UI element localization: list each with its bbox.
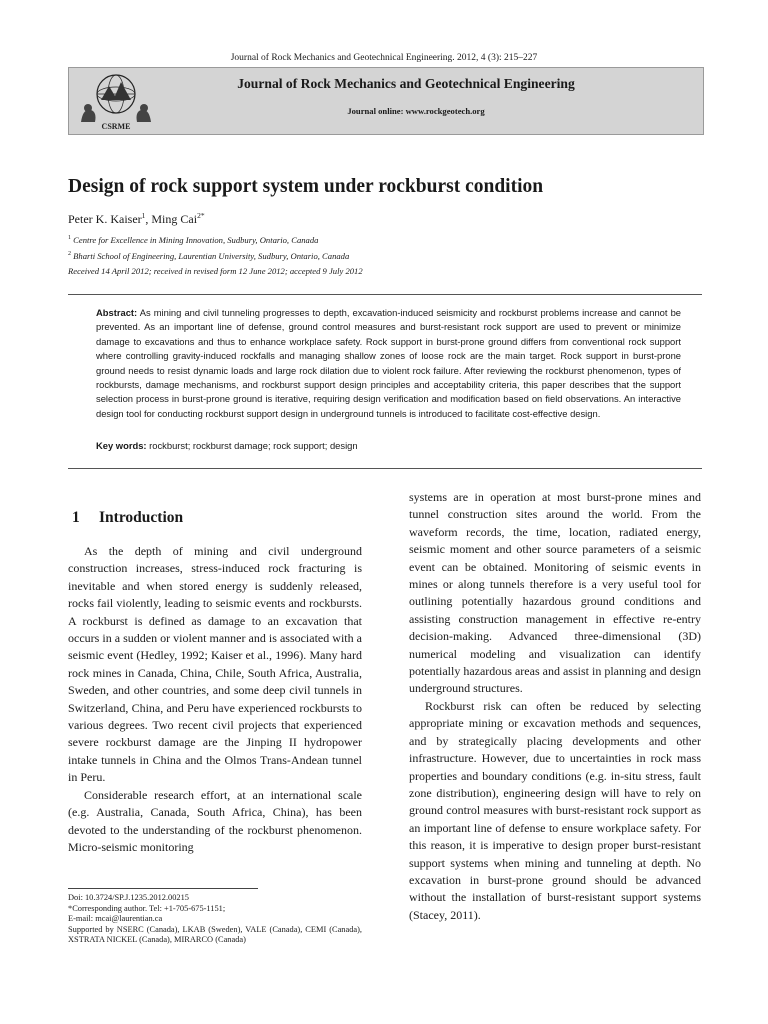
journal-name: Journal of Rock Mechanics and Geotechnical Engineering	[237, 76, 575, 91]
affiliation-text: Centre for Excellence in Mining Innovation, Sudbury, Ontario, Canada	[71, 235, 319, 245]
footnote-divider	[68, 888, 258, 889]
corresponding-author: *Corresponding author. Tel: +1-705-675-1151;	[68, 903, 226, 913]
journal-banner	[68, 67, 704, 135]
author-separator: ,	[145, 212, 152, 226]
section-title: Introduction	[99, 509, 184, 526]
article-title: Design of rock support system under rockburst condition	[68, 176, 544, 197]
section-number: 1	[72, 509, 80, 526]
affiliation-marker: 1	[68, 235, 71, 242]
keywords-label: Key words:	[96, 440, 147, 451]
author-name: Peter K. Kaiser	[68, 212, 142, 226]
doi: Doi: 10.3724/SP.J.1235.2012.00215	[68, 893, 189, 902]
divider	[68, 468, 702, 469]
abstract-label: Abstract:	[96, 307, 138, 318]
right-column	[409, 489, 701, 924]
affiliation-text: Bharti School of Engineering, Laurentian University, Sudbury, Ontario, Canada	[71, 251, 350, 261]
csrme-logo-text: CSRME	[101, 122, 131, 131]
keywords-text: rockburst; rockburst damage; rock support; design	[146, 440, 358, 451]
affiliation-2	[68, 251, 349, 261]
paragraph: systems are in operation at most burst-prone mines and tunnel construction sites around the world. From the waveform records, the time, location, radiated energy, seismic moment and other source parameters of a seismic event can be obtained. Monitoring of seismic events in mines or along tunnels therefore is a very useful tool for outlining potentially hazardous ground conditions and assisting construction management in effective re-entry decision-making. Advanced three-dimensional (3D) numerical modeling and visualization can identify potentially hazardous areas and assist in planning and design underground structures.	[409, 490, 701, 696]
affiliation-marker: 2	[68, 251, 71, 258]
author-list	[68, 211, 205, 227]
keywords	[96, 440, 358, 451]
funding: Supported by NSERC (Canada), LKAB (Sweden), VALE (Canada), CEMI (Canada), XSTRATA NICKEL (Canada), MIRARCO (Canada)	[68, 924, 362, 945]
affiliation-marker: 2*	[197, 211, 205, 220]
paragraph: As the depth of mining and civil underground construction increases, stress-induced rock fracturing is inevitable and when stored energy is suddenly released, rocks fail violently, leading to seismic events and rockbursts. A rockburst is defined as damage to an excavation that occurs in a sudden or violent manner and is associated with a seismic event (Hedley, 1992; Kaiser et al., 1996). Many hard rock mines in Canada, China, Chile, South Africa, Australia, Sweden, and other countries, and some deep civil tunnels in Switzerland, China, and Peru have experienced rockbursts to various degrees. Two recent civil projects that experienced severe rockburst damage are the Jinping II hydropower intake tunnels in China and the Olmos Trans-Andean tunnel in Peru.	[68, 544, 362, 785]
section-heading	[72, 509, 183, 527]
affiliation-1	[68, 235, 318, 245]
abstract	[96, 306, 681, 421]
paragraph: Considerable research effort, at an international scale (e.g. Australia, Canada, South Africa, China), has been devoted to the understanding of the rockburst phenomenon. Micro-seismic monitoring	[68, 787, 362, 854]
journal-citation: Journal of Rock Mechanics and Geotechnical Engineering. 2012, 4 (3): 215–227	[230, 53, 538, 63]
journal-online-url: Journal online: www.rockgeotech.org	[347, 106, 485, 116]
abstract-text: As mining and civil tunneling progresses to depth, excavation-induced seismicity and rockburst problems increase and cannot be prevented. As an important line of defense, ground control measures and burst-resistant rock support are used to prevent or minimize damage to excavations and thus to enhance workplace safety. Rock support in burst-prone ground differs from conventional rock support where controlling gravity-induced rockfalls and managing shallow zones of loose rock are the main target. Rock support in burst-prone ground needs to resist dynamic loads and large rock dilation due to violent rock failure. After reviewing the rockburst phenomenon, types of rockbursts, damage mechanisms, and rockburst support design principles and acceptability criteria, this paper describes that the support selection process in burst-prone ground is iterative, requiring design verification and modification based on field observations. An interactive design tool for conducting rockburst support design in underground tunnels is introduced to facilitate cost-effective design.	[96, 307, 681, 419]
author-name: Ming Cai	[151, 212, 198, 226]
paragraph: Rockburst risk can often be reduced by selecting appropriate mining or excavation methods and sequences, and by strategically placing developments and other infrastructure. However, due to uncertainties in rock mass properties and boundary conditions (e.g. in-situ stress, fault zone distribution), engineering design will have to rely on ground control measures with burst-resistant rock support as an important line of defense to ensure workplace safety. For this reason, it is imperative to design proper burst-resistant support systems when mining and tunneling at depth. No excavation in burst-prone ground should be advanced without the installation of burst-resistant support systems (Stacey, 2011).	[409, 698, 701, 922]
footnotes	[68, 893, 362, 946]
email: E-mail: mcai@laurentian.ca	[68, 914, 163, 924]
affiliation-marker: 1	[141, 211, 146, 220]
left-column	[68, 543, 362, 856]
divider	[68, 294, 702, 295]
received-dates: Received 14 April 2012; received in revised form 12 June 2012; accepted 9 July 2012	[68, 266, 363, 276]
